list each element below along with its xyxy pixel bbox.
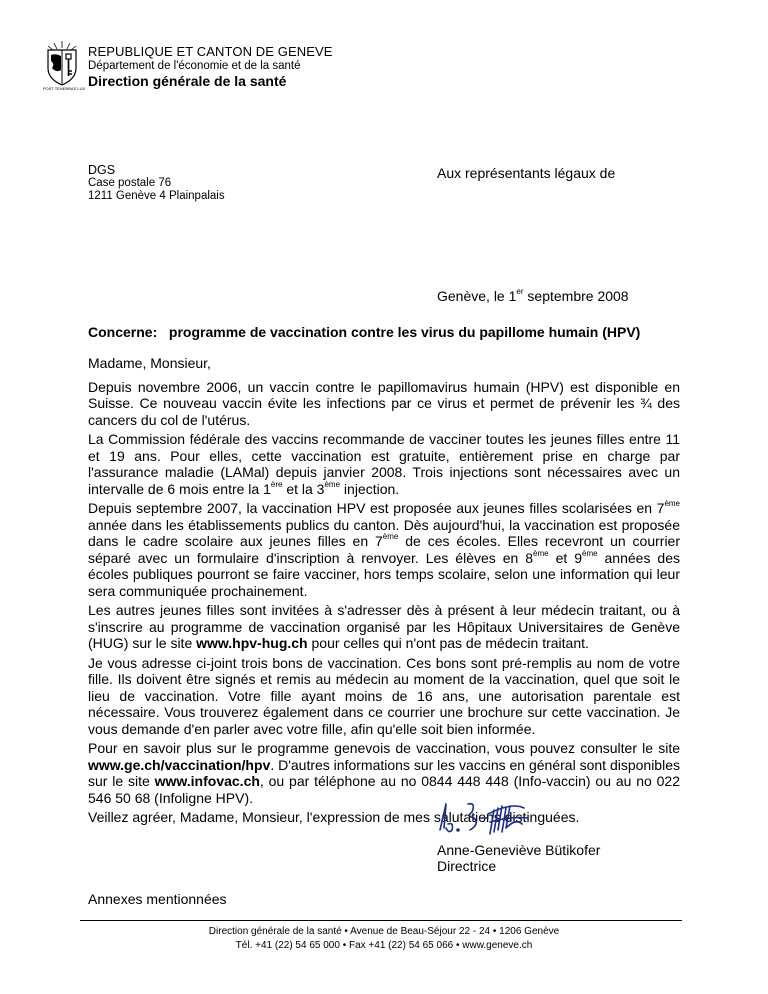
subject-text: programme de vaccination contre les virus du papillome humain (HPV) — [168, 324, 641, 340]
geneva-coat-of-arms-icon — [42, 40, 82, 88]
p3-sup: ème — [382, 532, 399, 542]
paragraph-4 — [88, 602, 680, 652]
paragraph-6 — [88, 740, 680, 806]
p3-text: année dans les établissements publics du canton. Dès aujourd'hui, la vaccination est proposée dans le cadre scolaire aux jeunes filles en 7 — [88, 516, 680, 549]
sender-postbox: Case postale 76 — [88, 177, 172, 189]
p4-text: Les autres jeunes filles sont invitées à s'adresser dès à présent à leur médecin traitant, ou à s'inscrire au programme de vaccination organisé par les Hôpitaux Universitaires de Genève (HUG) sur le site — [88, 602, 680, 651]
paragraph-2 — [88, 431, 680, 497]
p2-sup: ème — [324, 479, 341, 489]
letterhead-direction: Direction générale de la santé — [88, 73, 287, 89]
p6-text: Pour en savoir plus sur le programme genevois de vaccination, vous pouvez consulter le site — [88, 740, 680, 756]
p3-text: et 9 — [548, 549, 582, 566]
salutation: Madame, Monsieur, — [88, 355, 211, 371]
date-sup: er — [516, 287, 524, 297]
infovac-link[interactable]: www.infovac.ch — [154, 773, 260, 789]
ge-vaccination-link[interactable]: www.ge.ch/vaccination/hpv — [88, 756, 271, 773]
paragraph-3 — [88, 500, 680, 599]
footer-address: Direction générale de la santé • Avenue de Beau-Séjour 22 - 24 • 1206 Genève — [208, 926, 560, 937]
recipient: Aux représentants légaux de — [437, 165, 616, 181]
sender-abbr: DGS — [88, 163, 116, 177]
handwritten-signature-icon — [432, 794, 562, 838]
p3-sup: ème — [582, 548, 598, 558]
p3-sup: ème — [664, 499, 680, 509]
subject-label: Concerne: — [88, 324, 158, 340]
signer-name: Anne-Geneviève Bütikofer — [437, 842, 601, 858]
paragraph-1: Depuis novembre 2006, un vaccin contre le papillomavirus humain (HPV) est disponible en Suisse. Ce nouveau vaccin évite les infections par ce virus et permet de prévenir les ¾ des cancers du col de l'utérus. — [88, 378, 680, 428]
p2-text: injection. — [340, 480, 400, 497]
p6-text: , ou par téléphone au no 0844 448 448 (Info-vaccin) ou au no 022 546 50 68 (Infoligne HPV). — [88, 773, 680, 806]
p4-text: pour celles qui n'ont pas de médecin traitant. — [307, 635, 589, 651]
p6-text: . D'autres informations sur les vaccins en général sont disponibles sur le site — [88, 756, 680, 789]
sender-city: 1211 Genève 4 Plainpalais — [88, 190, 225, 202]
footer-divider — [80, 920, 682, 921]
p3-text: de ces écoles. Elles recevront un courrier séparé avec un formulaire d'inscription à renvoyer. Les élèves en 8 — [88, 533, 680, 566]
subject-line — [88, 324, 640, 340]
letterhead-department: Département de l'économie et de la santé — [88, 60, 301, 72]
p3-text: Depuis septembre 2007, la vaccination HPV est proposée aux jeunes filles scolarisées en 7 — [88, 500, 665, 516]
letter-body — [88, 355, 680, 829]
p3-sup: ème — [533, 548, 549, 558]
footer-contact: Tél. +41 (22) 54 65 000 • Fax +41 (22) 54 65 066 • www.geneve.ch — [235, 940, 533, 951]
letter-date — [437, 288, 629, 304]
p3-text: années des écoles publiques pourront se faire vacciner, hors temps scolaire, selon une information qui leur sera communiquée prochainement. — [88, 549, 680, 599]
annexes-note: Annexes mentionnées — [88, 891, 227, 907]
date-prefix: Genève, le 1 — [437, 288, 517, 304]
hpv-hug-link[interactable]: www.hpv-hug.ch — [196, 635, 308, 651]
p2-text: et la 3 — [282, 480, 325, 497]
paragraph-7: Veillez agréer, Madame, Monsieur, l'expression de mes salutations distinguées. — [88, 809, 580, 825]
paragraph-5: Je vous adresse ci-joint trois bons de vaccination. Ces bons sont pré-remplis au nom de votre fille. Ils doivent être signés et remis au médecin au moment de la vaccination, quel que soit le lieu de vaccination. Votre fille ayant moins de 16 ans, une autorisation parentale est nécessaire. Vous trouverez également dans ce courrier une brochure sur cette vaccination. Je vous demande d'en parler avec votre fille, afin qu'elle soit bien informée. — [88, 654, 680, 737]
signer-title: Directrice — [437, 858, 497, 874]
p2-text: La Commission fédérale des vaccins recommande de vacciner toutes les jeunes filles entre 11 et 19 ans. Pour elles, cette vaccination est gratuite, entièrement prise en charge par l'assurance maladie (LAMal) depuis janvier 2008. Trois injections sont nécessaires avec un intervalle de 6 mois entre la 1 — [88, 431, 680, 497]
logo-motto: POST TENEBRAS LUX — [42, 86, 86, 91]
letterhead-republic: REPUBLIQUE ET CANTON DE GENEVE — [88, 44, 333, 59]
date-suffix: septembre 2008 — [523, 288, 629, 304]
p2-sup: ère — [270, 479, 283, 489]
